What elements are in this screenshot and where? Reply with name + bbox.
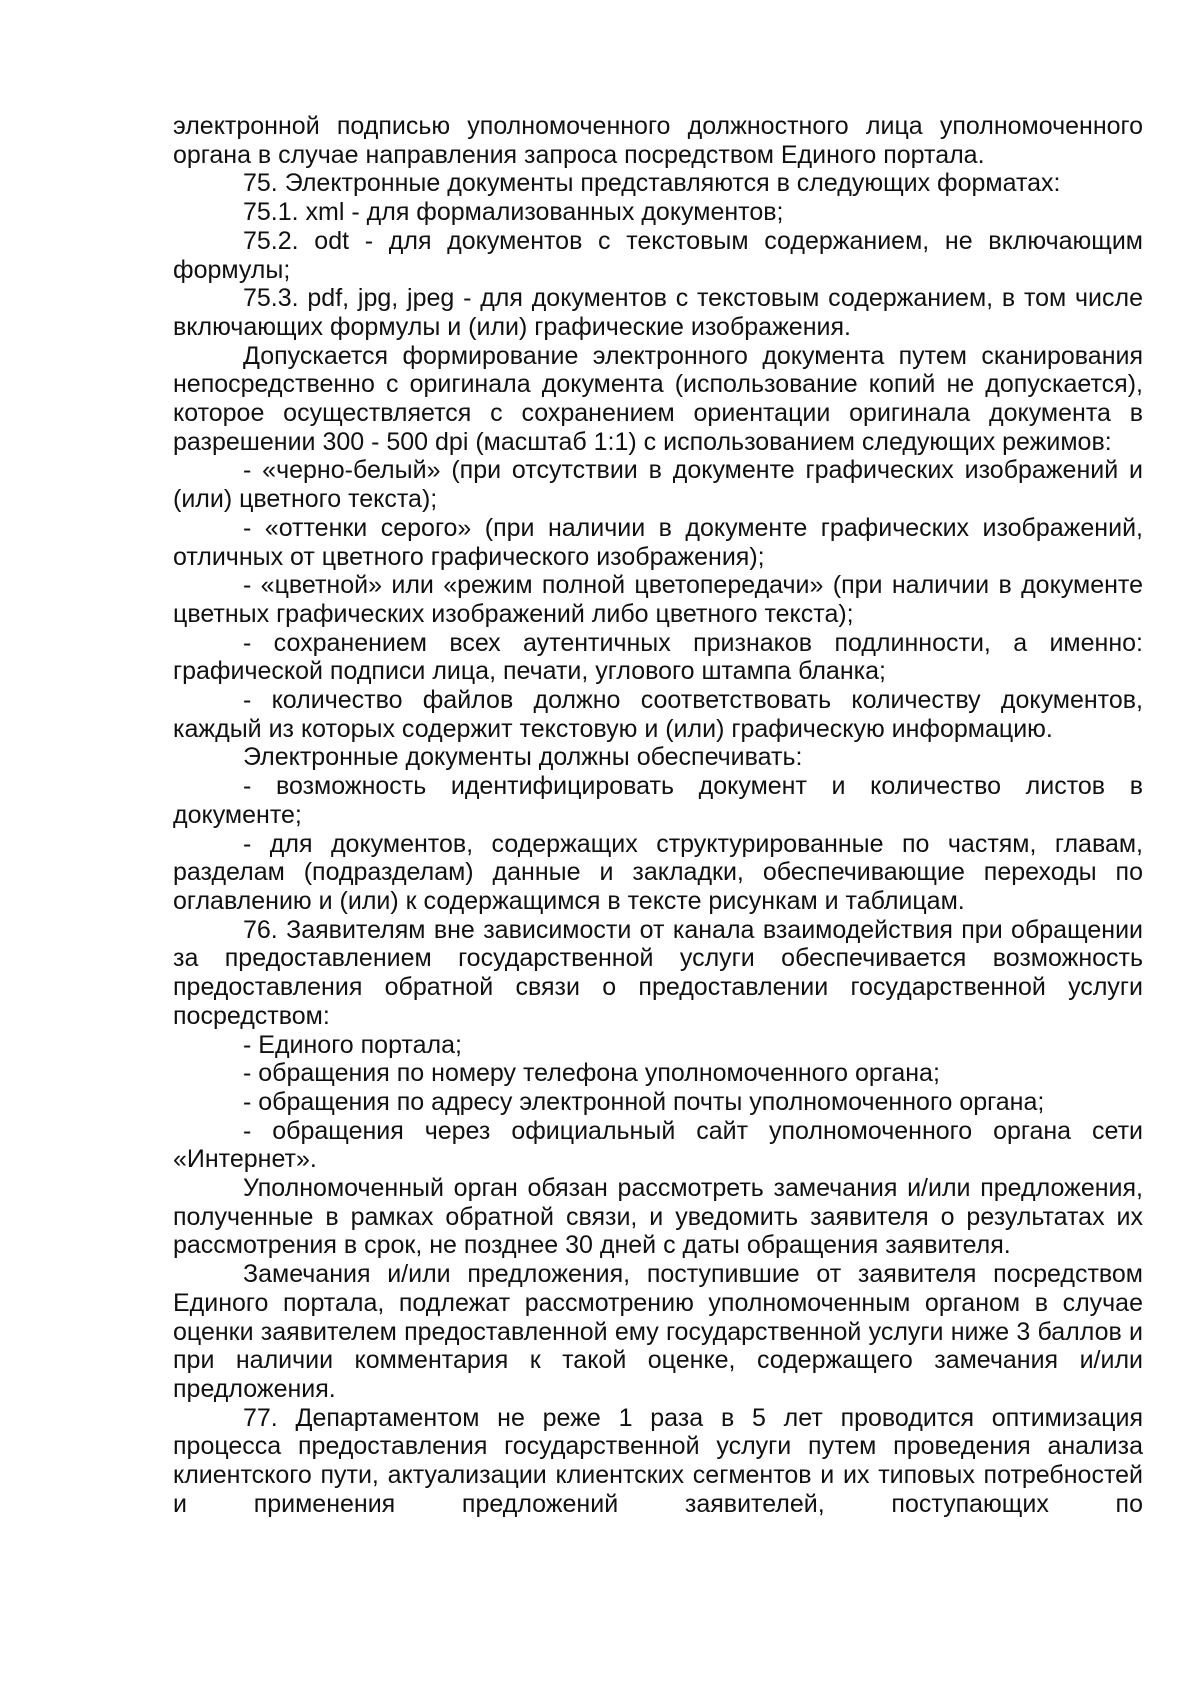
paragraph: Электронные документы должны обеспечивать: (243, 743, 803, 772)
paragraph: 75.2. odt - для документов с текстовым содержанием, не включающим формулы; (173, 226, 1143, 284)
paragraph: 75.3. pdf, jpg, jpeg - для документов с текстовым содержанием, в том числе включающих формулы и (или) графические изображения. (173, 284, 1143, 341)
paragraph: - «оттенки серого» (при наличии в документе графических изображений, отличных от цветного графического изображения); (173, 513, 1143, 571)
paragraph: - обращения через официальный сайт уполномоченного органа сети «Интернет». (173, 1116, 1143, 1174)
paragraph: электронной подписью уполномоченного должностного лица уполномоченного органа в случае направления запроса посредством Единого портала. (173, 112, 1143, 169)
paragraph: Замечания и/или предложения, поступившие от заявителя посредством Единого портала, подлежат рассмотрению уполномоченным органом в случае оценки заявителем предоставленной ему государственной услуги ниже 3 баллов и при наличии комментария к такой оценке, содержащего замечания и/или предложения. (173, 1260, 1143, 1403)
paragraph: 76. Заявителям вне зависимости от канала взаимодействия при обращении за предоставлением государственной услуги обеспечивается возможность предоставления обратной связи о предоставлении государственной услуги посредством: (173, 915, 1143, 1030)
paragraph: - возможность идентифицировать документ и количество листов в документе; (173, 772, 1143, 829)
document-page (173, 112, 1143, 1518)
paragraph: 77. Департаментом не реже 1 раза в 5 лет проводится оптимизация процесса предоставления государственной услуги путем проведения анализа клиентского пути, актуализации клиентских сегментов и их типовых потребностей и применения предложений заявителей, поступающих по (173, 1403, 1143, 1518)
paragraph: - «черно-белый» (при отсутствии в документе графических изображений и (или) цветного текста); (173, 456, 1143, 514)
paragraph: - количество файлов должно соответствовать количеству документов, каждый из которых содержит текстовую и (или) графическую информацию. (173, 686, 1143, 743)
paragraph: - для документов, содержащих структурированные по частям, главам, разделам (подразделам) данные и закладки, обеспечивающие переходы по оглавлению и (или) к содержащимся в тексте рисункам и таблицам. (173, 829, 1143, 915)
paragraph: - «цветной» или «режим полной цветопередачи» (при наличии в документе цветных графических изображений либо цветного текста); (173, 571, 1143, 628)
paragraph: - Единого портала; (243, 1030, 462, 1059)
paragraph: 75.1. xml - для формализованных документов; (243, 198, 784, 227)
paragraph: - обращения по номеру телефона уполномоченного органа; (243, 1059, 940, 1088)
paragraph: - обращения по адресу электронной почты уполномоченного органа; (243, 1087, 1045, 1116)
paragraph: - сохранением всех аутентичных признаков подлинности, а именно: графической подписи лица, печати, углового штампа бланка; (173, 628, 1143, 686)
paragraph: Допускается формирование электронного документа путем сканирования непосредственно с оригинала документа (использование копий не допускается), которое осуществляется с сохранением ориентации оригинала документа в разрешении 300 - 500 dpi (масштаб 1:1) с использованием следующих режимов: (173, 341, 1143, 456)
paragraph: Уполномоченный орган обязан рассмотреть замечания и/или предложения, полученные в рамках обратной связи, и уведомить заявителя о результатах их рассмотрения в срок, не позднее 30 дней с даты обращения заявителя. (173, 1174, 1143, 1260)
paragraph: 75. Электронные документы представляются в следующих форматах: (243, 169, 1061, 198)
